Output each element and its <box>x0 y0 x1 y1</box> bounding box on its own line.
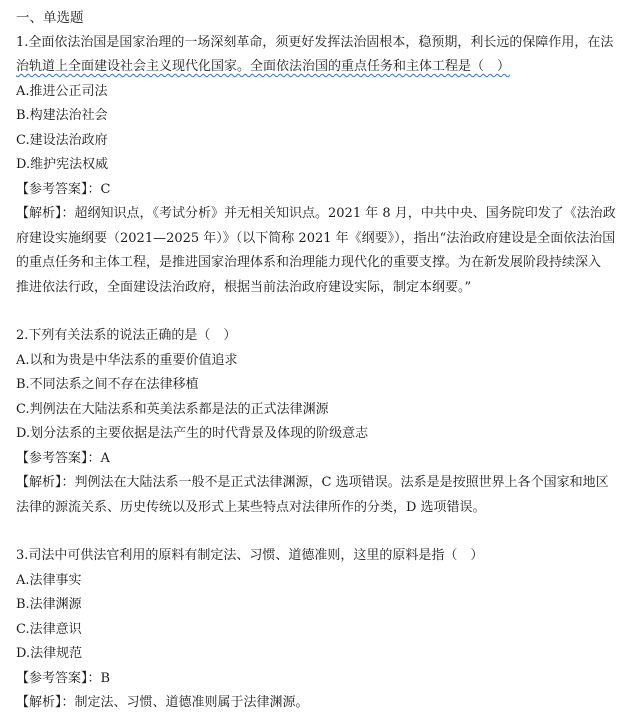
question-spacer <box>16 520 629 544</box>
question-2-explanation-line-1: 【解析】：判例法在大陆法系一般不是正式法律渊源，C 选项错误。法系是是按照世界上各个国家和地区 <box>16 475 609 490</box>
question-3-option-a: A.法律事实 <box>16 572 82 588</box>
question-spacer <box>16 300 629 324</box>
question-3-option-d: D.法律规范 <box>16 646 83 661</box>
question-1-explanation-line-3: 的重点任务和主体工程，是推进国家治理体系和治理能力现代化的重要支撑。为在新发展阶段持续深入 <box>16 255 602 270</box>
question-1-option-d: D.维护宪法权威 <box>16 157 109 172</box>
question-1-explanation-line-4: 推进依法行政，全面建设法治政府，根据当前法治政府建设实际，制定本纲要。” <box>16 279 472 295</box>
question-1-stem-line-1: 1.全面依法治国是国家治理的一场深刻革命，须更好发挥法治固根本，稳预期，利长远的保障作用，在法 <box>16 34 614 50</box>
question-1-stem-underlined: 治轨道上全面建设社会主义现代化国家。全面依法治国的重点任务和主体工程是（ ） <box>16 59 511 74</box>
question-2-stem: 2.下列有关法系的说法正确的是（ ） <box>16 328 237 343</box>
question-1-answer: 【参考答案】：C <box>16 181 111 197</box>
question-3 <box>16 544 629 716</box>
question-3-stem: 3.司法中可供法官利用的原料有制定法、习惯、道德准则，这里的原料是指（ ） <box>16 548 484 563</box>
section-title: 一、单选题 <box>16 10 84 26</box>
question-2-option-b: B.不同法系之间不存在法律移植 <box>16 377 199 392</box>
question-1-stem-line-2 <box>16 55 629 80</box>
question-3-explanation-line-1: 【解析】：制定法、习惯、道德准则属于法律渊源。 <box>16 695 309 710</box>
question-2-explanation-line-2: 法律的源流关系、历史传统以及形式上某些特点对法律所作的分类，D 选项错误。 <box>16 499 486 515</box>
question-1 <box>16 31 629 301</box>
question-1-option-a: A.推进公正司法 <box>16 83 108 99</box>
question-2-option-d: D.划分法系的主要依据是法产生的时代背景及体现的阶级意志 <box>16 426 369 441</box>
question-1-option-c: C.建设法治政府 <box>16 132 108 148</box>
question-2-option-a: A.以和为贵是中华法系的重要价值追求 <box>16 352 238 368</box>
question-3-answer: 【参考答案】：B <box>16 670 111 686</box>
question-3-option-b: B.法律渊源 <box>16 597 82 612</box>
question-2-option-c: C.判例法在大陆法系和英美法系都是法的正式法律渊源 <box>16 401 329 417</box>
question-2-answer: 【参考答案】：A <box>16 450 110 466</box>
question-2 <box>16 324 629 520</box>
question-1-explanation-line-1: 【解析】：超纲知识点，《考试分析》并无相关知识点。2021 年 8 月，中共中央、国务院印发了《法治政 <box>16 206 616 221</box>
question-1-option-b: B.构建法治社会 <box>16 108 108 123</box>
question-1-explanation-line-2: 府建设实施纲要（2021—2025 年）》（以下简称 2021 年《纲要》），指出“法治政府建设是全面依法治国 <box>16 230 616 246</box>
question-3-option-c: C.法律意识 <box>16 621 82 637</box>
